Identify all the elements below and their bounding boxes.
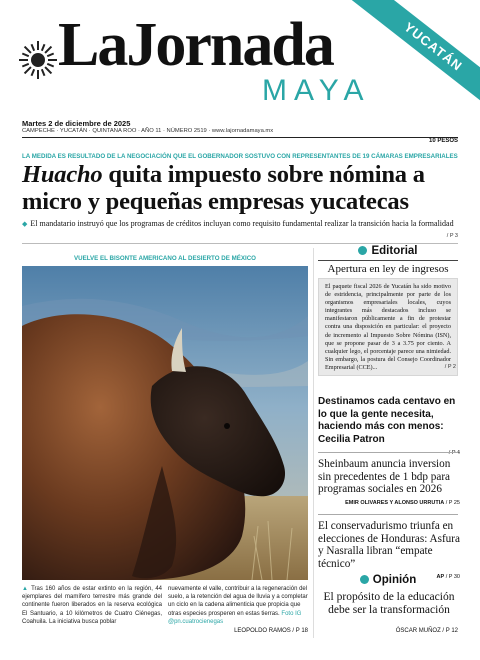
editorial-section-label: Editorial: [371, 245, 418, 257]
photo-page-ref[interactable]: / P 18: [292, 628, 308, 634]
editorial-box: [318, 278, 458, 376]
edition-line: CAMPECHE · YUCATÁN · QUINTANA ROO · AÑO 11 · NÚMERO 2519 · www.lajornadamaya.mx: [22, 128, 274, 134]
bison-photo-image: [22, 266, 308, 580]
story-page-ref[interactable]: / P 4: [448, 450, 460, 456]
opinion-section-head: [318, 574, 458, 586]
story-title: Sheinbaum anuncia inversion sin precedentes de 1 bdp para programas sociales en 2026: [318, 458, 451, 495]
story-author: AP: [436, 574, 445, 580]
opinion-author: ÓSCAR MUÑOZ: [395, 628, 441, 634]
story-divider: [318, 452, 458, 453]
story-author: EMIR OLIVARES Y ALONSO URRUTIA: [345, 499, 445, 506]
editorial-page-ref[interactable]: / P 2: [444, 364, 456, 370]
story-title: Destinamos cada centavo en lo que la gente necesita, haciendo más con menos: Cecilia Patron: [318, 396, 456, 445]
editorial-title[interactable]: Apertura en ley de ingresos: [327, 263, 449, 275]
lead-standfirst: [22, 219, 462, 228]
region-ribbon: [340, 0, 480, 110]
photo-caption-left-text: Tras 160 años de estar extinto en la región, 44 ejemplares del mamífero terrestre más grande del continente fueron liberados en la reserva ecológica El Santuario, a 10 kilómetros de Cuatro Ciénegas, Coahuila. La iniciativa busca poblar: [22, 586, 163, 625]
opinion-section-label: Opinión: [372, 574, 417, 586]
story-patron[interactable]: [318, 396, 460, 456]
story-divider: [318, 514, 458, 515]
lead-page-ref[interactable]: / P 3: [446, 233, 458, 239]
opinion-page-ref[interactable]: / P 12: [442, 628, 458, 634]
circle-dot-icon: [358, 246, 367, 255]
story-sheinbaum[interactable]: [318, 458, 460, 506]
brand-name[interactable]: LaJornada: [58, 11, 333, 79]
lead-rule: [22, 243, 458, 244]
lead-headline-italic: Huacho: [22, 161, 103, 188]
circle-dot-icon: [360, 575, 369, 584]
photo-caption-left: [22, 585, 162, 626]
column-divider: [313, 248, 314, 638]
editorial-body: El paquete fiscal 2026 de Yucatán ha sido motivo de estridencia, principalmente por parte de los organismos empresariales locales, cuyos integrantes más destacados incluso se manifestaron públicamente a fin de protestar contra una disposición en particular: el proyecto de incremento al Impuesto Sobre Nómina (ISN), que se propone pasar de 3 a 3.75 por ciento. A cualquier lego, el porcentaje parece una nimiedad. Sin embargo, la postura del Consejo Coordinador Empresarial (CCE)...: [325, 283, 451, 371]
editorial-rule: [318, 260, 458, 261]
story-page-ref[interactable]: / P 30: [445, 574, 460, 580]
lead-standfirst-text: El mandatario instruyó que los programas de créditos incluyan como requisito fundamental realizar la transición hacia la formalidad: [30, 219, 454, 228]
price-label: 10 PESOS: [428, 138, 458, 144]
photo-kicker: VUELVE EL BISONTE AMERICANO AL DESIERTO DE MÉXICO: [74, 255, 256, 262]
story-meta: [318, 500, 460, 506]
lead-headline-rest: quita impuesto sobre nómina a micro y pequeñas empresas yucatecas: [22, 161, 425, 215]
editorial-section-head: [318, 245, 458, 257]
triangle-bullet-icon: ▲: [22, 586, 32, 592]
story-title: El conservadurismo triunfa en elecciones de Honduras: Asfura y Nasralla libran “empate técnico”: [318, 520, 460, 570]
photo-byline: [234, 628, 308, 634]
story-honduras[interactable]: [318, 520, 460, 580]
photo-caption-right-text: nuevamente el valle, contribuir a la regeneración del suelo, a la retención del agua de lluvia y a completar un ciclo en la cadena alimenticia que propicia que otras especies prosperen en estas tierras.: [168, 586, 308, 617]
opinion-byline: [396, 628, 458, 634]
photo-caption-right: [168, 585, 308, 626]
story-page-ref[interactable]: / P 25: [445, 499, 460, 506]
header-rule: [22, 137, 458, 138]
masthead: [0, 0, 480, 118]
sun-logo-icon: [18, 40, 58, 80]
triangle-bullet-icon: ◆: [22, 220, 28, 228]
story-meta: [318, 450, 460, 456]
photo-credit[interactable]: Foto IG @pn.cuatrocienegas: [168, 610, 302, 625]
photo-author: LEOPOLDO RAMOS: [234, 628, 291, 634]
bison-photo[interactable]: [22, 266, 308, 580]
date-line: Martes 2 de diciembre de 2025: [22, 119, 131, 128]
region-ribbon-label: YUCATÁN: [342, 0, 480, 110]
lead-kicker: LA MEDIDA ES RESULTADO DE LA NEGOCIACIÓN QUE EL GOBERNADOR SOSTUVO CON REPRESENTANTES DE 19 CÁMARAS EMPRESARIALES: [22, 153, 458, 160]
lead-headline[interactable]: [22, 161, 462, 215]
opinion-title[interactable]: El propósito de la educación debe ser la transformación: [323, 591, 455, 616]
brand-sub-name: MAYA: [262, 74, 371, 107]
